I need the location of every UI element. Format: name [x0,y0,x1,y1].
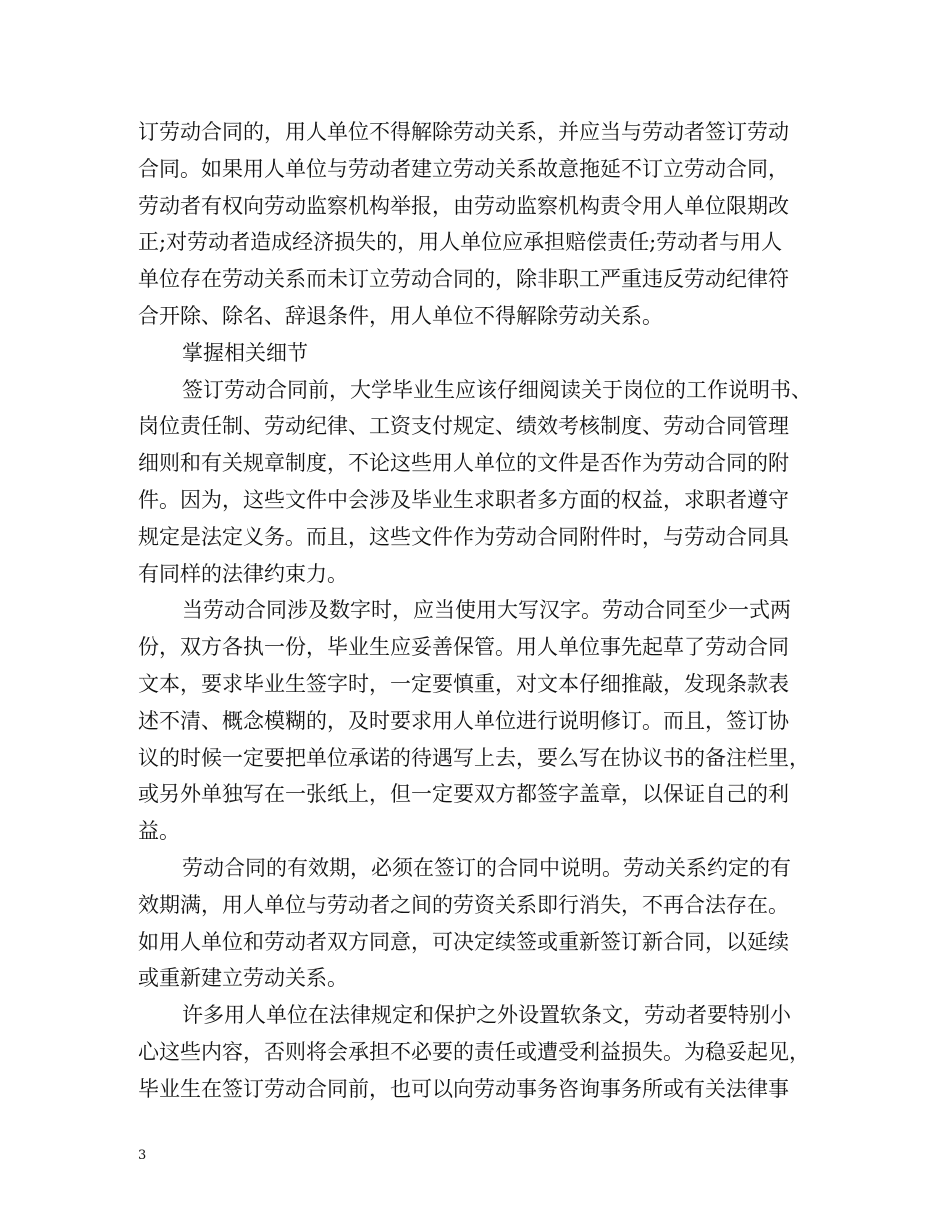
text-line: 议的时候一定要把单位承诺的待遇写上去，要么写在协议书的备注栏里， [138,745,810,770]
text-line: 规定是法定义务。而且，这些文件作为劳动合同附件时，与劳动合同具 [138,524,789,549]
text-line: 如用人单位和劳动者双方同意，可决定续签或重新签订新合同，以延续 [138,929,789,954]
text-line: 正;对劳动者造成经济损失的，用人单位应承担赔偿责任;劳动者与用人 [138,230,783,255]
text-line: 岗位责任制、劳动纪律、工资支付规定、绩效考核制度、劳动合同管理 [138,414,789,439]
text-line: 件。因为，这些文件中会涉及毕业生求职者多方面的权益，求职者遵守 [138,487,789,512]
text-line: 劳动者有权向劳动监察机构举报，由劳动监察机构责令用人单位限期改 [138,193,789,218]
paragraph-first-line: 当劳动合同涉及数字时，应当使用大写汉字。劳动合同至少一式两 [182,598,791,623]
text-line: 合开除、除名、辞退条件，用人单位不得解除劳动关系。 [138,303,663,328]
paragraph-first-line: 掌握相关细节 [182,340,308,365]
text-line: 效期满，用人单位与劳动者之间的劳资关系即行消失，不再合法存在。 [138,892,789,917]
text-line: 细则和有关规章制度，不论这些用人单位的文件是否作为劳动合同的附 [138,451,789,476]
paragraph-first-line: 许多用人单位在法律规定和保护之外设置软条文，劳动者要特别小 [182,1003,791,1028]
text-line: 有同样的法律约束力。 [138,561,348,586]
paragraph-first-line: 劳动合同的有效期，必须在签订的合同中说明。劳动关系约定的有 [182,855,791,880]
page-number: 3 [138,1148,147,1163]
text-line: 心这些内容，否则将会承担不必要的责任或遭受利益损失。为稳妥起见， [138,1039,810,1064]
text-line: 订劳动合同的，用人单位不得解除劳动关系，并应当与劳动者签订劳动 [138,120,789,144]
text-line: 毕业生在签订劳动合同前，也可以向劳动事务咨询事务所或有关法律事 [138,1076,789,1101]
text-line: 单位存在劳动关系而未订立劳动合同的，除非职工严重违反劳动纪律符 [138,267,789,292]
document-body [138,114,818,1108]
text-line: 文本，要求毕业生签字时，一定要慎重，对文本仔细推敲，发现条款表 [138,671,789,696]
text-line: 或另外单独写在一张纸上，但一定要双方都签字盖章，以保证自己的利 [138,782,789,807]
text-line: 述不清、概念模糊的，及时要求用人单位进行说明修订。而且，签订协 [138,708,789,733]
paragraph-first-line: 签订劳动合同前，大学毕业生应该仔细阅读关于岗位的工作说明书、 [182,377,812,402]
text-line: 份，双方各执一份，毕业生应妥善保管。用人单位事先起草了劳动合同 [138,635,789,660]
text-line: 合同。如果用人单位与劳动者建立劳动关系故意拖延不订立劳动合同， [138,156,789,181]
text-line: 或重新建立劳动关系。 [138,966,348,991]
text-line: 益。 [138,819,180,844]
